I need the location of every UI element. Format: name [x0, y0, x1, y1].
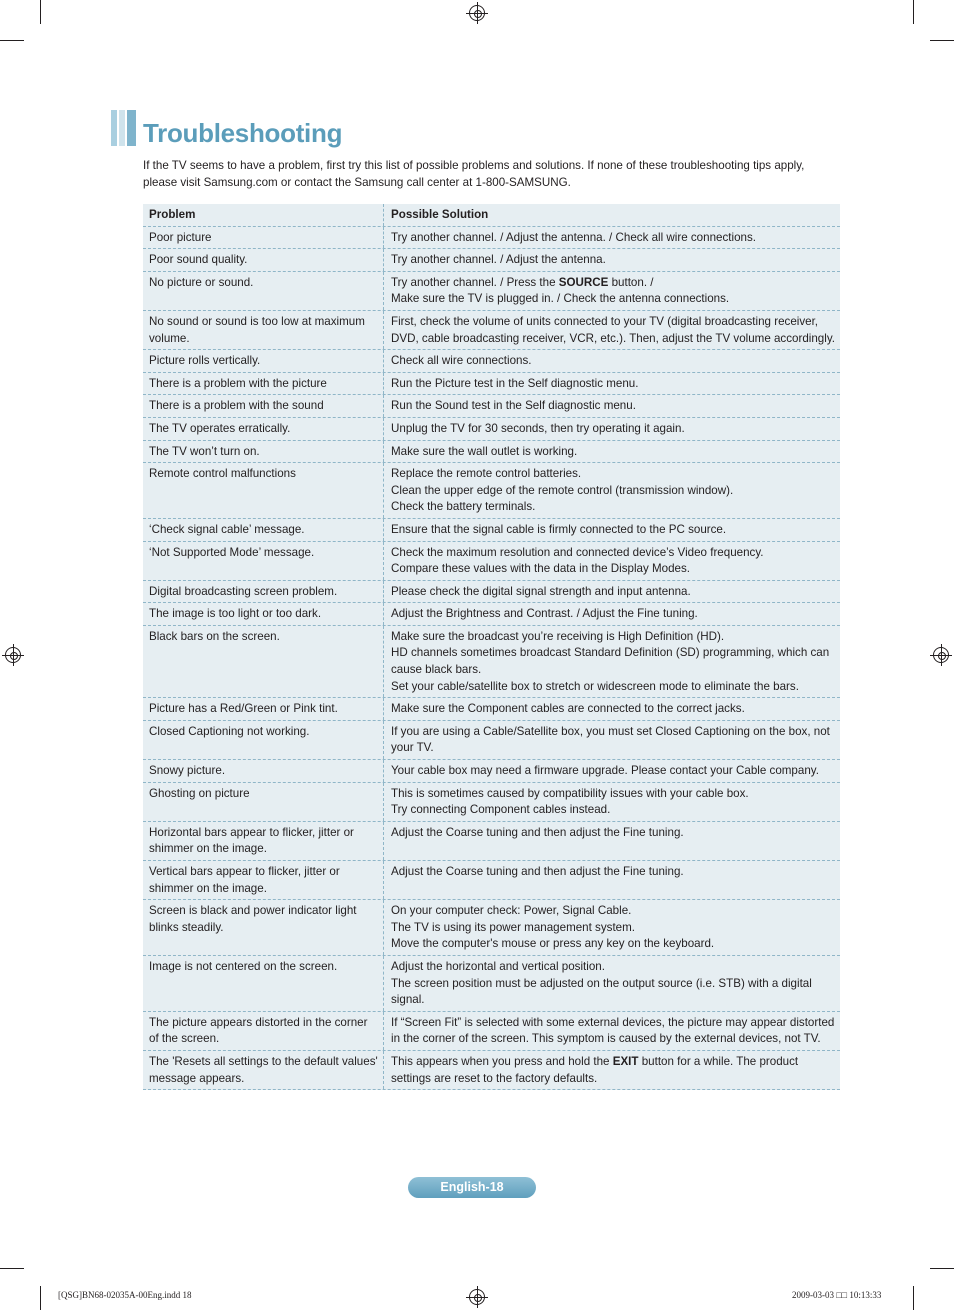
solution-line [391, 1054, 836, 1087]
registration-mark-icon [933, 647, 949, 663]
problem-cell: The picture appears distorted in the corner of the screen. [149, 1015, 368, 1046]
table-row [143, 1051, 840, 1090]
problem-cell: The 'Resets all settings to the default values' message appears. [149, 1054, 378, 1085]
solution-cell [383, 581, 840, 603]
problem-cell: Picture has a Red/Green or Pink tint. [149, 702, 338, 716]
problem-cell: No picture or sound. [149, 275, 254, 289]
solution-line: Clean the upper edge of the remote control (transmission window). [391, 483, 734, 497]
solution-line: Make sure the wall outlet is working. [391, 444, 578, 458]
table-row [143, 519, 840, 542]
problem-cell: The TV won’t turn on. [149, 444, 260, 458]
registration-mark-icon [5, 647, 21, 663]
solution-line: Your cable box may need a firmware upgrade. Please contact your Cable company. [391, 764, 819, 778]
table-row [143, 603, 840, 626]
solution-cell [383, 395, 840, 417]
solution-line [391, 275, 836, 292]
problem-cell: Image is not centered on the screen. [149, 959, 338, 973]
solution-line: Move the computer's mouse or press any key on the keyboard. [391, 937, 715, 951]
table-row [143, 542, 840, 581]
solution-line: HD channels sometimes broadcast Standard Definition (SD) programming, which can cause black bars. [391, 646, 830, 677]
table-row [143, 395, 840, 418]
solution-cell [383, 721, 840, 759]
table-row [143, 581, 840, 604]
solution-text: Try another channel. / Press the [391, 275, 559, 289]
page-title: Troubleshooting [143, 118, 343, 148]
solution-cell [383, 227, 840, 249]
solution-cell [383, 956, 840, 1011]
problem-cell: There is a problem with the sound [149, 399, 324, 413]
solution-line: Make sure the broadcast you’re receiving is High Definition (HD). [391, 629, 725, 643]
solution-line [391, 291, 836, 308]
table-row [143, 441, 840, 464]
table-row [143, 311, 840, 350]
solution-cell [383, 783, 840, 821]
crop-mark [913, 0, 914, 24]
problem-cell: ‘Not Supported Mode’ message. [149, 545, 315, 559]
button-name: EXIT [612, 1054, 639, 1068]
table-row [143, 373, 840, 396]
problem-cell: Poor picture [149, 230, 212, 244]
solution-cell [383, 272, 840, 310]
solution-cell [383, 822, 840, 860]
table-header-row [143, 204, 840, 227]
solution-line: On your computer check: Power, Signal Cable. [391, 904, 632, 918]
solution-line: Check the maximum resolution and connected device’s Video frequency. [391, 545, 764, 559]
solution-text: Make sure the TV is plugged in. / Check the antenna connections. [391, 292, 730, 306]
problem-cell: The image is too light or too dark. [149, 607, 322, 621]
table-row [143, 463, 840, 519]
problem-cell: The TV operates erratically. [149, 421, 291, 435]
solution-text: button. / [608, 275, 654, 289]
solution-cell [383, 861, 840, 899]
solution-line: Try another channel. / Adjust the antenna. / Check all wire connections. [391, 230, 756, 244]
table-row [143, 900, 840, 956]
problem-cell: Ghosting on picture [149, 786, 250, 800]
registration-mark-icon [469, 1289, 485, 1305]
table-row [143, 760, 840, 783]
solution-line: Try another channel. / Adjust the antenna. [391, 253, 606, 267]
table-row [143, 272, 840, 311]
problem-cell: Snowy picture. [149, 764, 226, 778]
crop-mark [40, 0, 41, 24]
solution-line: The TV is using its power management system. [391, 920, 636, 934]
problem-cell: Screen is black and power indicator light blinks steadily. [149, 904, 357, 934]
solution-cell [383, 463, 840, 518]
problem-cell: Black bars on the screen. [149, 629, 280, 643]
header-solution: Possible Solution [383, 204, 840, 226]
table-row [143, 822, 840, 861]
solution-cell [383, 418, 840, 440]
solution-line: Adjust the Brightness and Contrast. / Adjust the Fine tuning. [391, 607, 698, 621]
problem-cell: Digital broadcasting screen problem. [149, 584, 338, 598]
solution-line: Unplug the TV for 30 seconds, then try operating it again. [391, 421, 685, 435]
solution-cell [383, 1051, 840, 1089]
table-row [143, 418, 840, 441]
solution-line: Run the Picture test in the Self diagnostic menu. [391, 376, 639, 390]
problem-cell: There is a problem with the picture [149, 376, 327, 390]
solution-line: If “Screen Fit” is selected with some external devices, the picture may appear distorted in the corner of the screen. This symptom is caused by the external devices, not TV. [391, 1015, 835, 1046]
solution-line: Check all wire connections. [391, 354, 532, 368]
crop-mark [40, 1286, 41, 1310]
solution-line: Adjust the horizontal and vertical position. [391, 959, 605, 973]
problem-cell: Poor sound quality. [149, 253, 248, 267]
problem-cell: Vertical bars appear to flicker, jitter or shimmer on the image. [149, 865, 340, 895]
title-bars-icon [111, 110, 136, 146]
solution-line: First, check the volume of units connected to your TV (digital broadcasting receiver, DVD, cable broadcasting receiver, VCR, etc.). Then, adjust the TV volume accordingly. [391, 314, 835, 345]
solution-line: Replace the remote control batteries. [391, 467, 582, 481]
problem-cell: Remote control malfunctions [149, 467, 296, 481]
table-row [143, 861, 840, 900]
page-number-badge: English-18 [408, 1177, 536, 1198]
solution-line: This is sometimes caused by compatibility issues with your cable box. [391, 786, 749, 800]
crop-mark [930, 40, 954, 41]
table-row [143, 721, 840, 760]
button-name: SOURCE [558, 275, 609, 289]
solution-cell [383, 519, 840, 541]
problem-cell: No sound or sound is too low at maximum volume. [149, 314, 365, 345]
solution-line: Check the battery terminals. [391, 500, 536, 514]
solution-cell [383, 1012, 840, 1050]
problem-cell: Closed Captioning not working. [149, 724, 310, 738]
table-row [143, 626, 840, 698]
table-row [143, 956, 840, 1012]
solution-cell [383, 760, 840, 782]
crop-mark [0, 40, 24, 41]
solution-line: Adjust the Coarse tuning and then adjust the Fine tuning. [391, 865, 684, 878]
crop-mark [0, 1268, 24, 1269]
solution-cell [383, 311, 840, 349]
solution-cell [383, 626, 840, 697]
solution-cell [383, 603, 840, 625]
table-row [143, 350, 840, 373]
crop-mark [930, 1268, 954, 1269]
registration-mark-icon [469, 5, 485, 21]
table-row [143, 1012, 840, 1051]
problem-cell: Picture rolls vertically. [149, 354, 261, 368]
solution-line: Adjust the Coarse tuning and then adjust the Fine tuning. [391, 825, 684, 839]
problem-cell: ‘Check signal cable’ message. [149, 522, 305, 536]
crop-mark [913, 1286, 914, 1310]
header-problem: Problem [149, 208, 196, 221]
solution-cell [383, 542, 840, 580]
solution-line: Compare these values with the data in the Display Modes. [391, 562, 691, 576]
solution-line: Try connecting Component cables instead. [391, 803, 611, 817]
table-row [143, 783, 840, 822]
troubleshooting-table [143, 204, 840, 1090]
solution-line: Ensure that the signal cable is firmly connected to the PC source. [391, 522, 727, 536]
solution-cell [383, 900, 840, 955]
solution-line: Please check the digital signal strength and input antenna. [391, 584, 691, 598]
problem-cell: Horizontal bars appear to flicker, jitter or shimmer on the image. [149, 825, 354, 856]
table-row [143, 227, 840, 250]
solution-text: This appears when you press and hold the [391, 1054, 613, 1068]
table-row [143, 249, 840, 272]
solution-line: The screen position must be adjusted on the output source (i.e. STB) with a digital signal. [391, 976, 812, 1007]
solution-line: If you are using a Cable/Satellite box, you must set Closed Captioning on the box, not your TV. [391, 724, 830, 755]
solution-line: Make sure the Component cables are connected to the correct jacks. [391, 702, 745, 716]
solution-cell [383, 441, 840, 463]
solution-text: button for a while. The product settings are reset to the factory defaults. [391, 1054, 799, 1085]
solution-line: Set your cable/satellite box to stretch or widescreen mode to eliminate the bars. [391, 679, 799, 693]
slug-date: 2009-03-03 □□ 10:13:33 [792, 1290, 882, 1300]
table-row [143, 698, 840, 721]
solution-line: Run the Sound test in the Self diagnostic menu. [391, 399, 636, 413]
intro-text: If the TV seems to have a problem, first try this list of possible problems and solutions. If none of these troubleshooting tips apply, please visit Samsung.com or contact the Samsung call center at 1-800-SAMSUNG. [143, 159, 805, 189]
solution-cell [383, 249, 840, 271]
solution-cell [383, 373, 840, 395]
solution-cell [383, 350, 840, 372]
slug-file: [QSG]BN68-02035A-00Eng.indd 18 [58, 1290, 192, 1300]
solution-cell [383, 698, 840, 720]
